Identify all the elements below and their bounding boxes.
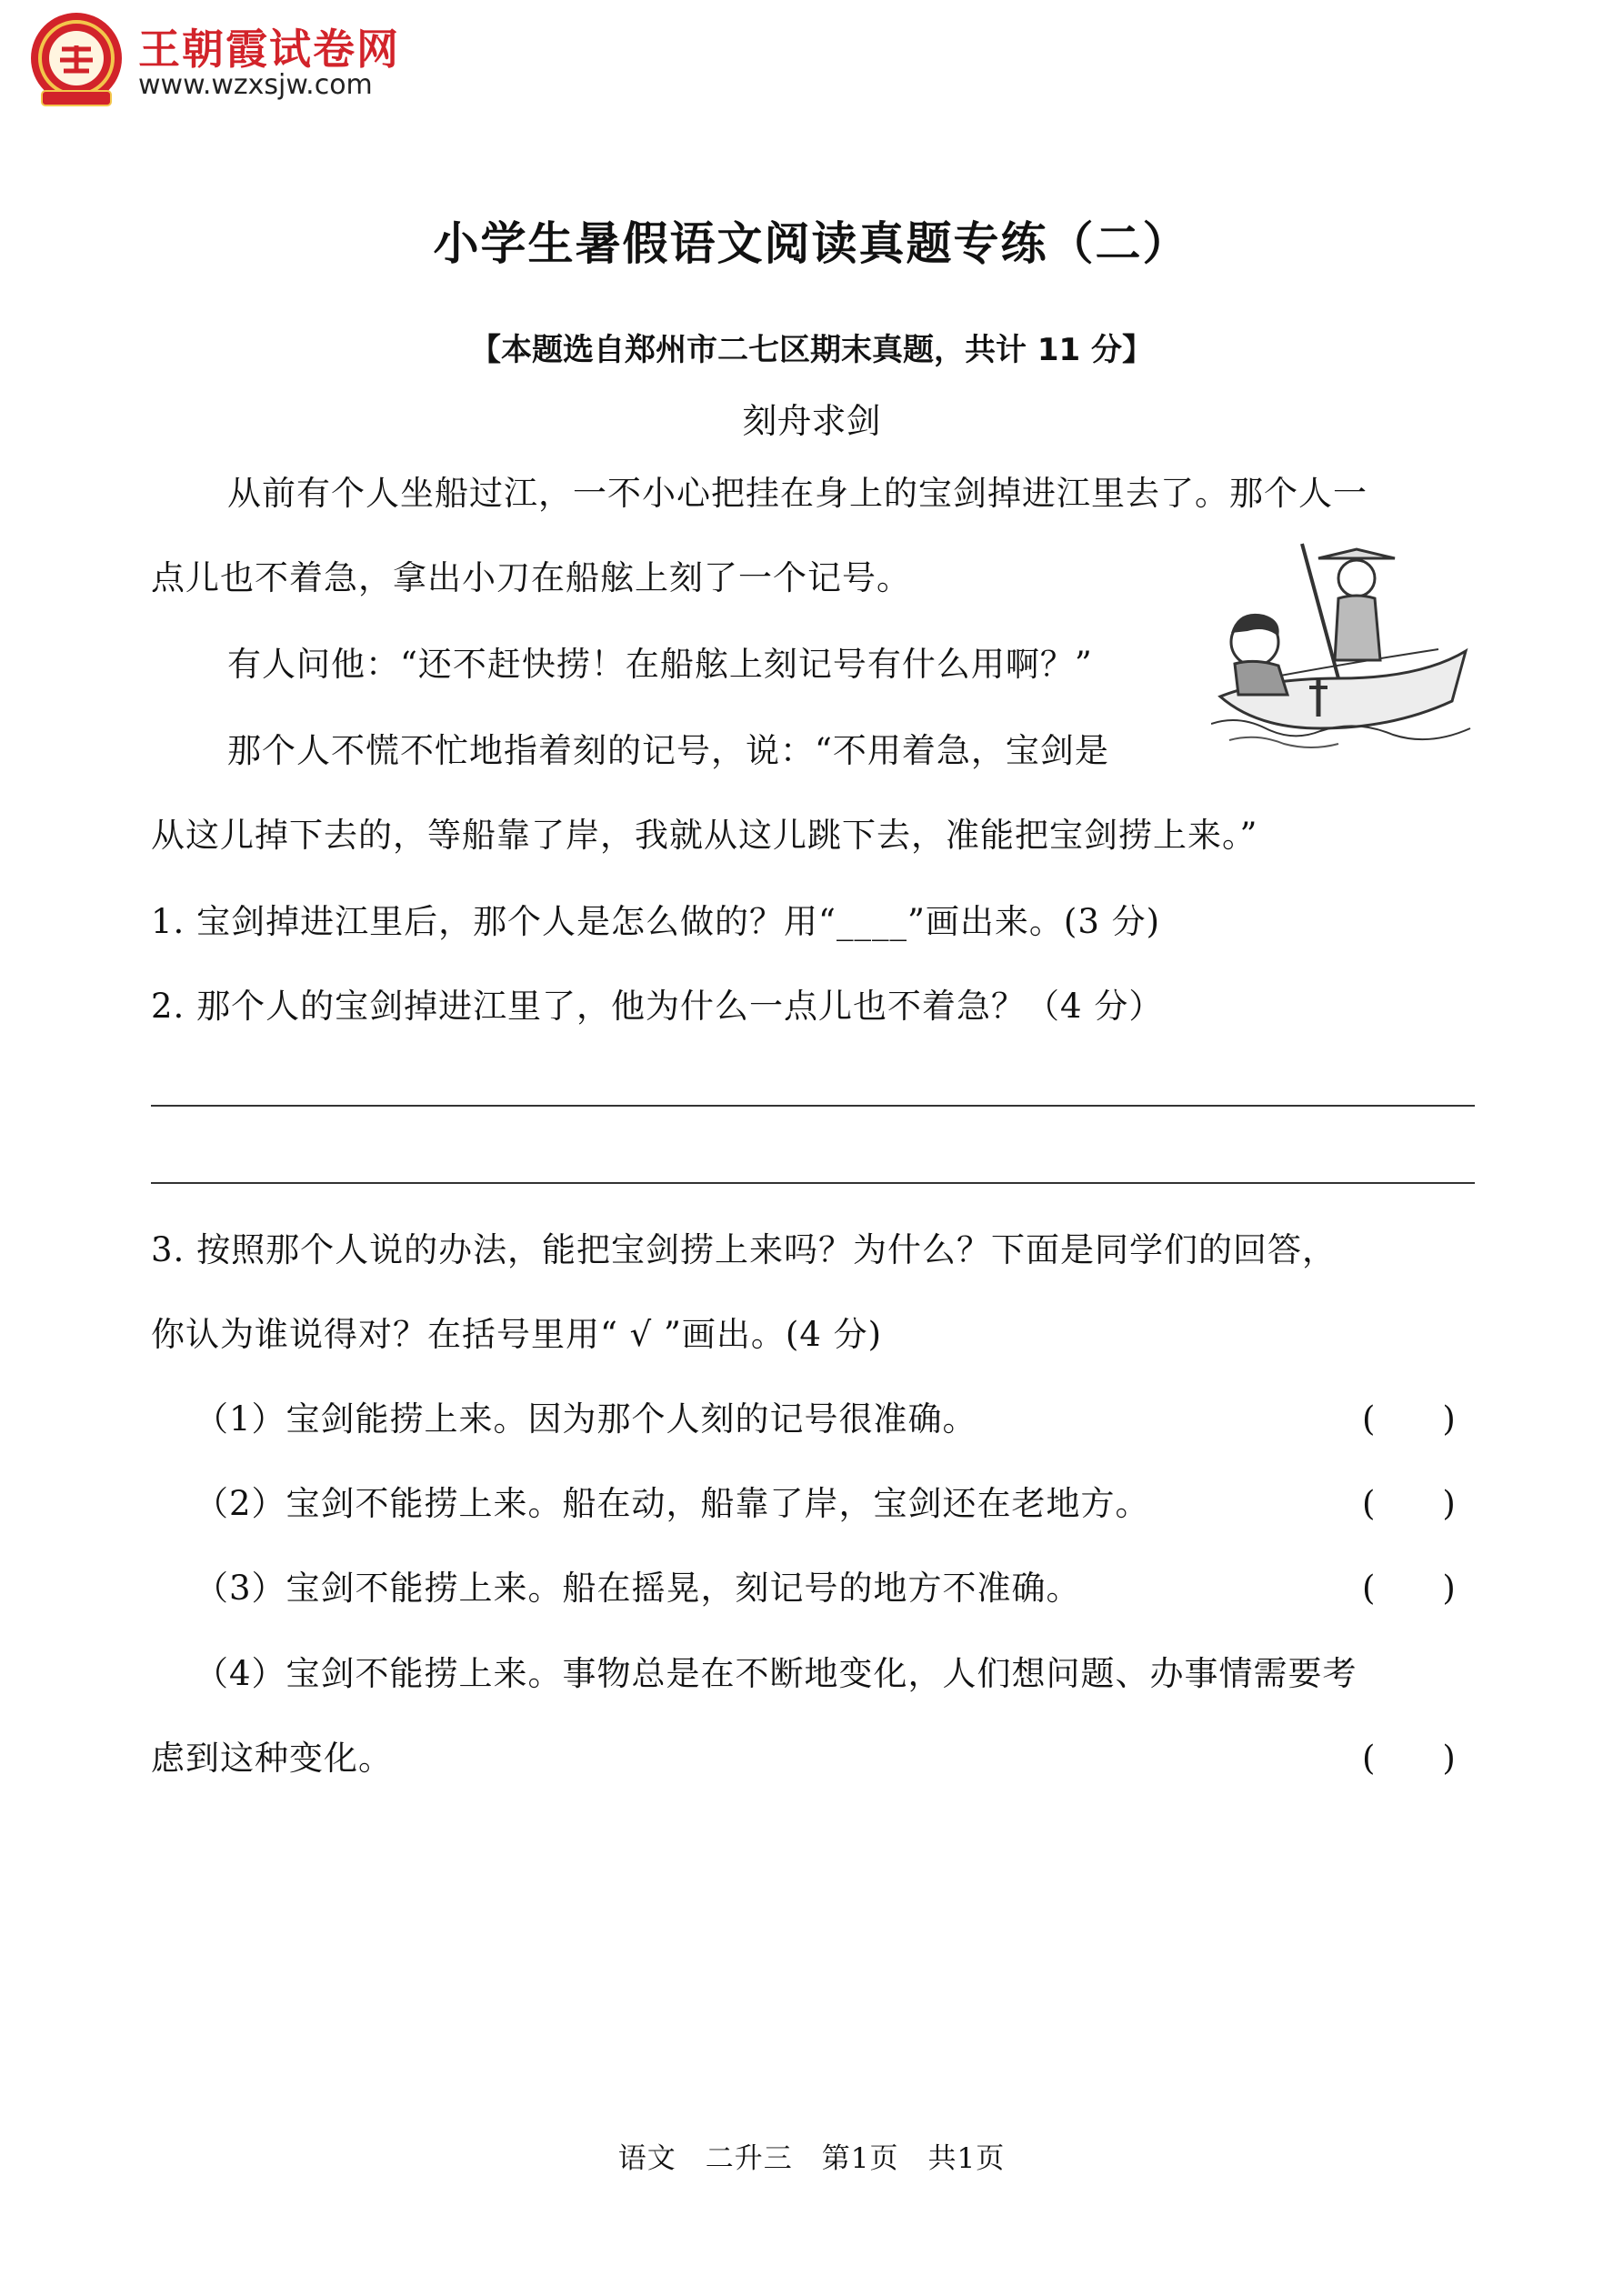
story-line: 那个人不慌不忙地指着刻的记号，说：“不用着急，宝剑是 (227, 731, 1109, 770)
option-3: （3）宝剑不能捞上来。船在摇晃，刻记号的地方不准确。 (195, 1569, 1081, 1608)
story-line: 从这儿掉下去的，等船靠了岸，我就从这儿跳下去，准能把宝剑捞上来。” (151, 816, 1258, 855)
option-3-checkbox[interactable]: ( ) (1362, 1569, 1456, 1608)
story-line: 从前有个人坐船过江，一不小心把挂在身上的宝剑掉进江里去了。那个人一 (227, 474, 1368, 513)
story-line: 有人问他：“还不赶快捞！在船舷上刻记号有什么用啊？” (227, 645, 1093, 684)
option-4-continued: 虑到这种变化。 (151, 1739, 393, 1778)
page-title: 小学生暑假语文阅读真题专练（二） (433, 217, 1190, 270)
page-footer: 语文 二升三 第1页 共1页 (617, 2142, 1006, 2175)
answer-line[interactable] (151, 1182, 1475, 1184)
logo-url[interactable]: www.wzxsjw.com (138, 69, 373, 101)
question-source: 【本题选自郑州市二七区期末真题，共计 11 分】 (470, 332, 1153, 368)
site-logo (25, 9, 416, 109)
story-title: 刻舟求剑 (742, 401, 881, 441)
question-3: 3. 按照那个人说的办法，能把宝剑捞上来吗？为什么？下面是同学们的回答， (151, 1230, 1337, 1269)
boat-illustration (1211, 542, 1475, 751)
question-3-continued: 你认为谁说得对？在括号里用“ √ ”画出。(4 分) (151, 1315, 883, 1354)
question-2: 2. 那个人的宝剑掉进江里了，他为什么一点儿也不着急？（4 分） (151, 987, 1164, 1026)
option-2-checkbox[interactable]: ( ) (1362, 1484, 1456, 1523)
option-4-checkbox[interactable]: ( ) (1362, 1739, 1456, 1778)
option-1: （1）宝剑能捞上来。因为那个人刻的记号很准确。 (195, 1399, 977, 1439)
option-1-checkbox[interactable]: ( ) (1362, 1399, 1456, 1439)
option-4: （4）宝剑不能捞上来。事物总是在不断地变化，人们想问题、办事情需要考 (195, 1654, 1358, 1693)
option-2: （2）宝剑不能捞上来。船在动，船靠了岸，宝剑还在老地方。 (195, 1484, 1150, 1523)
answer-line[interactable] (151, 1105, 1475, 1107)
logo-name: 王朝霞试卷网 (138, 25, 400, 74)
question-1: 1. 宝剑掉进江里后，那个人是怎么做的？用“____”画出来。(3 分) (151, 902, 1161, 941)
logo-seal-icon (25, 9, 127, 111)
story-line: 点儿也不着急，拿出小刀在船舷上刻了一个记号。 (151, 558, 911, 597)
